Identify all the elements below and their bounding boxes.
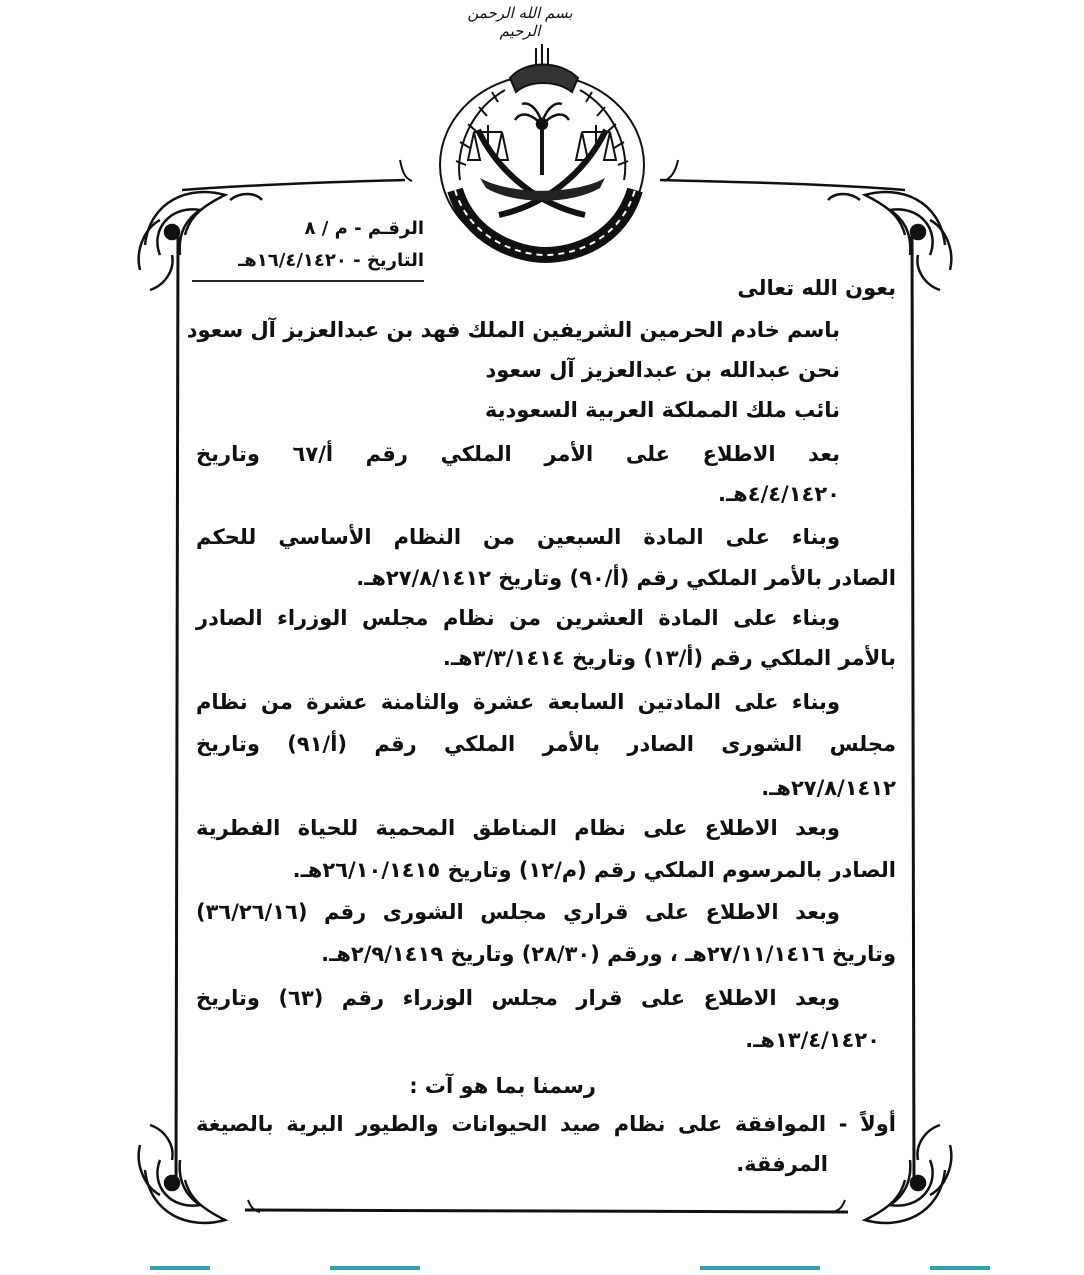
- basmala-heading: بسم الله الرحمن الرحيم: [467, 4, 573, 40]
- text-line: وبعد الاطلاع على قراري مجلس الشورى رقم (٣٦/٢٦/١٦): [196, 900, 840, 924]
- text-line: مجلس الشورى الصادر بالأمر الملكي رقم (أ/٩١) وتاريخ: [196, 732, 896, 756]
- text-line: نحن عبدالله بن عبدالعزيز آل سعود: [485, 358, 840, 382]
- text-line: بعد الاطلاع على الأمر الملكي رقم أ/٦٧ وتاريخ: [196, 442, 841, 466]
- text-line: باسم خادم الحرمين الشريفين الملك فهد بن عبدالعزيز آل سعود: [186, 318, 840, 342]
- text-line: وتاريخ ٢٧/١١/١٤١٦هـ ، ورقم (٢٨/٣٠) وتاريخ ٢/٩/١٤١٩هـ.: [321, 942, 896, 966]
- corner-ornament-bottom-left: [139, 1125, 225, 1223]
- text-line: وبناء على المادة العشرين من نظام مجلس الوزراء الصادر: [196, 606, 840, 630]
- reference-underline: [192, 280, 424, 282]
- text-line: وبعد الاطلاع على قرار مجلس الوزراء رقم (٦٣) وتاريخ: [196, 986, 840, 1010]
- opening-invocation: بعون الله تعالى: [737, 276, 896, 300]
- text-line: بالأمر الملكي رقم (أ/١٣) وتاريخ ٣/٣/١٤١٤هـ.: [442, 646, 896, 670]
- reference-date: التاريخ - ١٦/٤/١٤٢٠هـ: [238, 250, 424, 271]
- footer-accent-strip: [0, 1256, 1084, 1264]
- text-line: ٤/٤/١٤٢٠هـ.: [718, 482, 840, 506]
- text-line: الصادر بالأمر الملكي رقم (أ/٩٠) وتاريخ ٢٧/٨/١٤١٢هـ.: [356, 566, 896, 590]
- text-line: وبناء على المادة السبعين من النظام الأساسي للحكم: [196, 525, 840, 549]
- reference-block: [192, 218, 424, 284]
- text-line: أولاً - الموافقة على نظام صيد الحيوانات والطيور البرية بالصيغة: [196, 1112, 896, 1136]
- corner-ornament-bottom-right: [865, 1125, 951, 1223]
- reference-number: الرقـم - م / ٨: [304, 218, 424, 239]
- text-line: الصادر بالمرسوم الملكي رقم (م/١٢) وتاريخ ٢٦/١٠/١٤١٥هـ.: [292, 858, 896, 882]
- kingdom-emblem: [440, 44, 644, 255]
- text-line: ١٣/٤/١٤٢٠هـ.: [745, 1028, 880, 1052]
- text-line: وبناء على المادتين السابعة عشرة والثامنة عشرة من نظام: [196, 690, 840, 714]
- text-line: نائب ملك المملكة العربية السعودية: [484, 398, 840, 422]
- text-line: رسمنا بما هو آت :: [409, 1074, 596, 1098]
- text-line: ٢٧/٨/١٤١٢هـ.: [761, 776, 896, 800]
- text-line: المرفقة.: [736, 1152, 828, 1176]
- text-line: وبعد الاطلاع على نظام المناطق المحمية للحياة الفطرية: [196, 816, 840, 840]
